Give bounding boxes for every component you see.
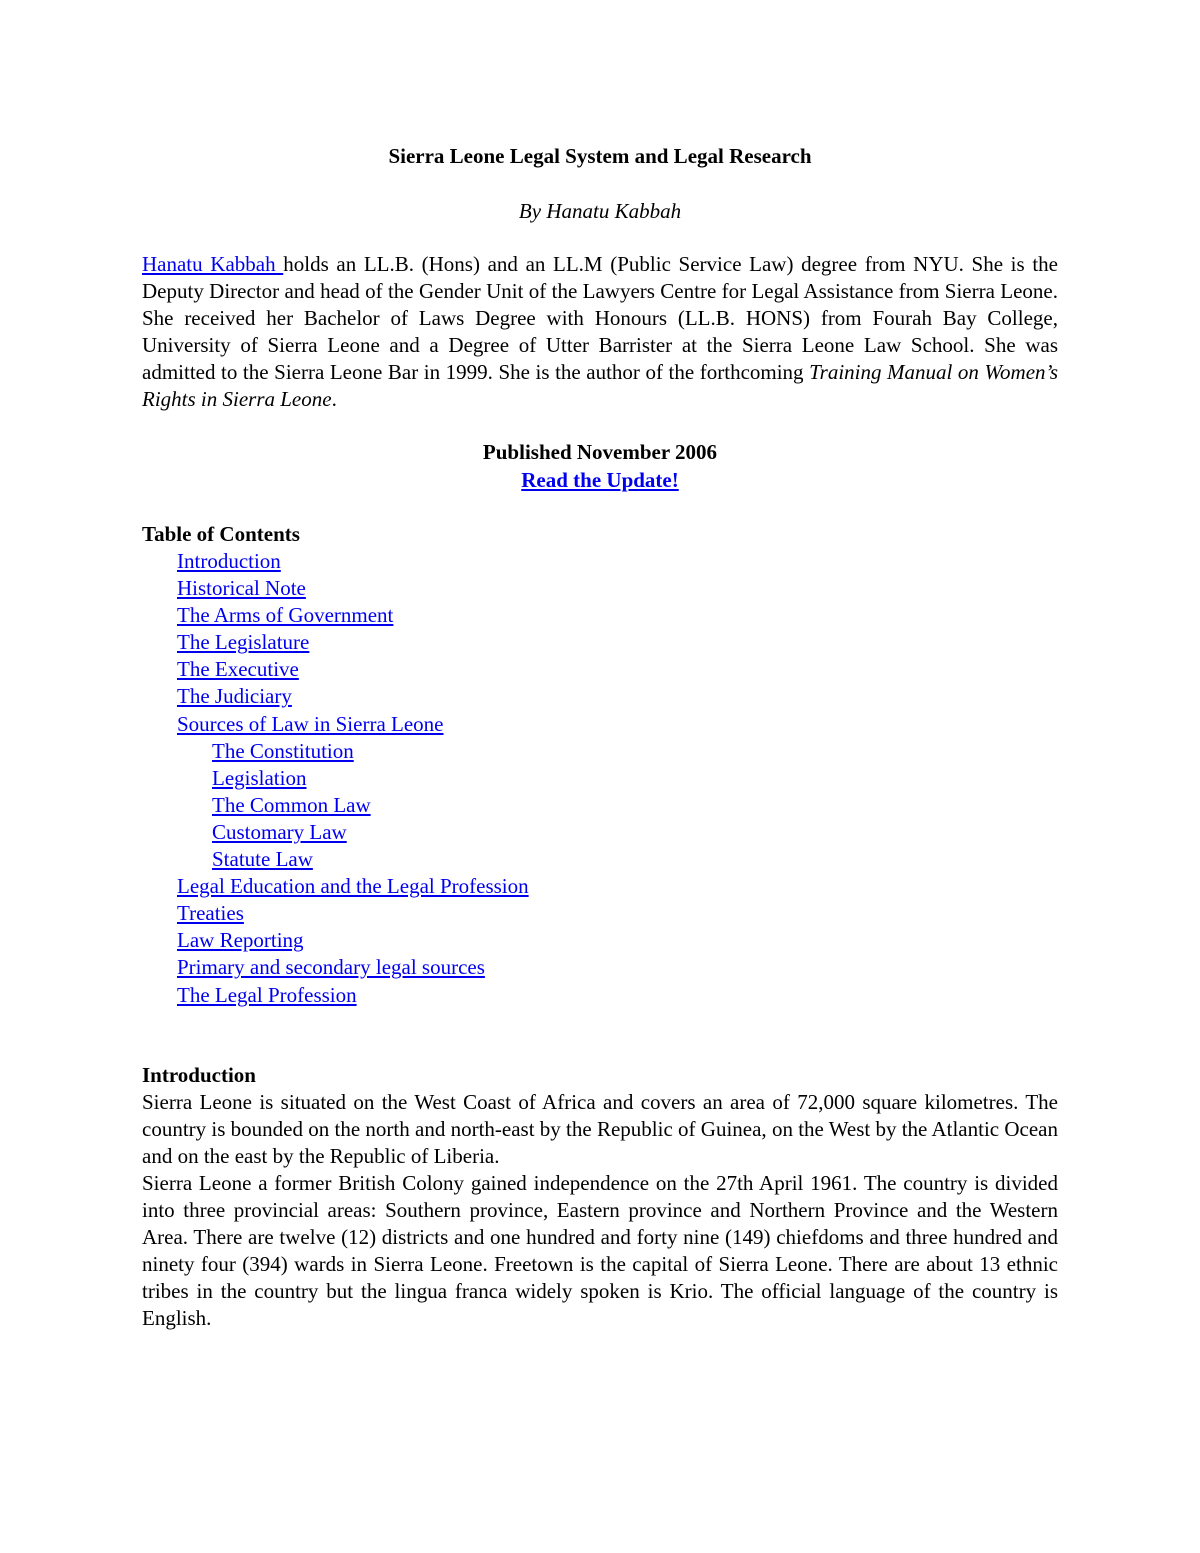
introduction-heading: Introduction <box>142 1063 256 1087</box>
toc-item <box>142 765 529 792</box>
toc-link[interactable]: The Legal Profession <box>177 982 357 1007</box>
toc-link[interactable]: Legal Education and the Legal Profession <box>177 874 529 899</box>
toc-link[interactable]: The Legislature <box>177 630 310 655</box>
read-update-link[interactable]: Read the Update! <box>521 468 679 492</box>
toc-item <box>142 900 529 927</box>
update-line <box>142 467 1058 494</box>
table-of-contents <box>142 548 529 1009</box>
toc-link[interactable]: Sources of Law in Sierra Leone <box>177 711 444 736</box>
toc-item <box>142 927 529 954</box>
toc-item <box>142 656 529 683</box>
toc-link[interactable]: Treaties <box>177 901 244 926</box>
toc-link[interactable]: The Common Law <box>212 792 371 817</box>
author-link[interactable]: Hanatu Kabbah <box>142 252 284 276</box>
toc-item <box>142 738 529 765</box>
toc-link[interactable]: Law Reporting <box>177 928 304 953</box>
toc-link[interactable]: The Executive <box>177 657 299 682</box>
introduction-paragraph-1: Sierra Leone is situated on the West Coast of Africa and covers an area of 72,000 square kilometres. The country is bounded on the north and north-east by the Republic of Guinea, on the West by the Atlantic Ocean and on the east by the Republic of Liberia. <box>142 1090 1058 1168</box>
toc-item <box>142 954 529 981</box>
toc-item <box>142 873 529 900</box>
document-title: Sierra Leone Legal System and Legal Research <box>388 144 812 168</box>
toc-link[interactable]: Statute Law <box>212 847 313 872</box>
toc-item <box>142 602 529 629</box>
toc-link[interactable]: Legislation <box>212 765 307 790</box>
toc-link[interactable]: The Constitution <box>212 738 354 763</box>
toc-item <box>142 548 529 575</box>
toc-link[interactable]: The Judiciary <box>177 684 292 709</box>
bio-text-end: . <box>331 387 337 411</box>
published-date: Published November 2006 <box>482 440 718 464</box>
toc-link[interactable]: Customary Law <box>212 819 347 844</box>
toc-heading: Table of Contents <box>142 522 300 546</box>
toc-item <box>142 846 529 873</box>
toc-link[interactable]: Primary and secondary legal sources <box>177 955 485 980</box>
bio-book-title: Training Manual on Women’s Rights in Sierra Leone <box>142 360 1058 411</box>
bio-text: holds an LL.B. (Hons) and an LL.M (Public Service Law) degree from NYU. She is the Deputy Director and head of the Gender Unit of the Lawyers Centre for Legal Assistance from Sierra Leone. She received her Bachelor of Laws Degree with Honours (LL.B. HONS) from Fourah Bay College, University of Sierra Leone and a Degree of Utter Barrister at the Sierra Leone Law School. She was admitted to the Sierra Leone Bar in 1999. She is the author of the forthcoming <box>142 252 1058 384</box>
toc-link[interactable]: Introduction <box>177 549 281 573</box>
author-bio <box>142 251 1058 413</box>
toc-link[interactable]: Historical Note <box>177 576 306 601</box>
introduction-paragraph-2: Sierra Leone a former British Colony gained independence on the 27th April 1961. The country is divided into three provincial areas: Southern province, Eastern province and Northern Province and the Western Area. There are twelve (12) districts and one hundred and forty nine (149) chiefdoms and three hundred and ninety four (394) wards in Sierra Leone. Freetown is the capital of Sierra Leone. There are about 13 ethnic tribes in the country but the lingua franca widely spoken is Krio. The official language of the country is English. <box>142 1171 1058 1330</box>
toc-item <box>142 711 529 738</box>
author-byline: By Hanatu Kabbah <box>518 199 682 223</box>
toc-item <box>142 792 529 819</box>
toc-item <box>142 683 529 710</box>
toc-link[interactable]: The Arms of Government <box>177 603 394 628</box>
toc-item <box>142 819 529 846</box>
toc-item <box>142 575 529 602</box>
toc-item <box>142 629 529 656</box>
toc-item <box>142 982 529 1009</box>
